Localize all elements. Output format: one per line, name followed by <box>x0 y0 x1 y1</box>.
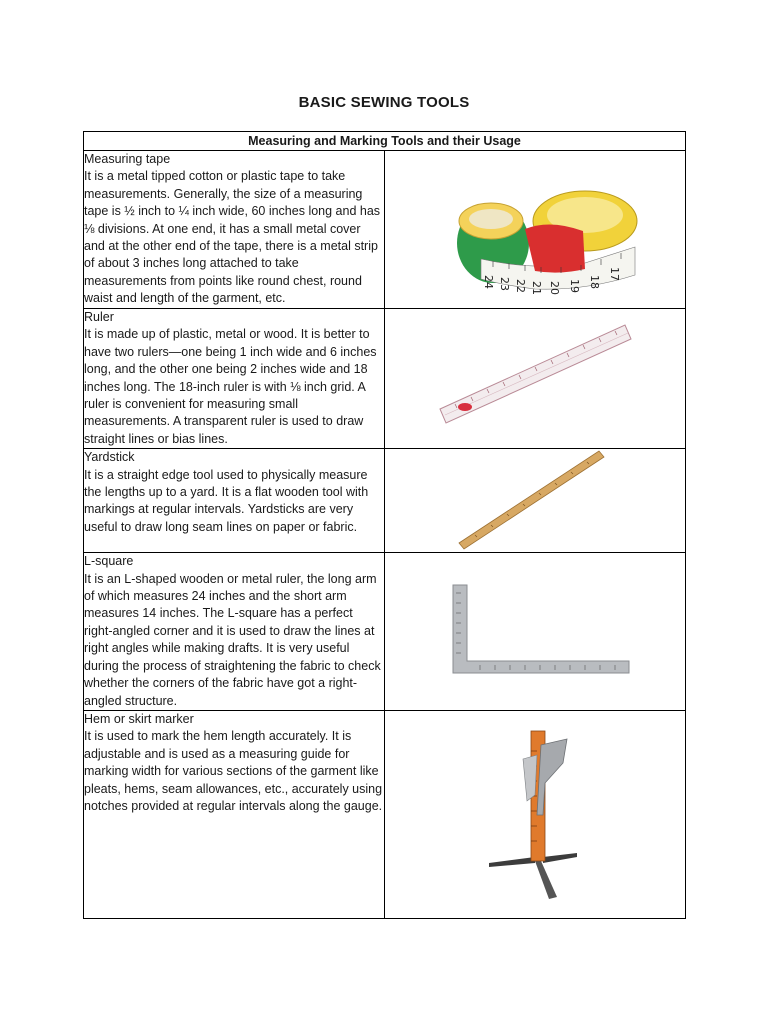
tool-description: It is an L-shaped wooden or metal ruler, the long arm of which measures 24 inches and the short arm measures 14 inches. The L-square has a perfect right-angled corner and it is used to draw the lines at right angles while making drafts. It is very useful during the process of straightening the fabric to check whether the corners of the fabric have got a right-angled structure. <box>84 571 381 708</box>
table-header: Measuring and Marking Tools and their Usage <box>84 132 686 151</box>
tool-name: Hem or skirt marker <box>84 711 194 726</box>
tool-text-cell <box>84 309 385 449</box>
table-header-row <box>84 132 686 151</box>
tool-image-cell <box>385 151 686 309</box>
tool-text-cell <box>84 553 385 711</box>
tape-number: 18 <box>588 275 601 289</box>
measuring-tape-image <box>385 151 686 309</box>
tool-description: It is made up of plastic, metal or wood. It is better to have two rulers—one being 1 inch wide and 6 inches long, and the other one being 2 inches wide and 18 inches long. The 18-inch ruler is with ⅛ inch grid. A ruler is convenient for measuring small measurements. A transparent ruler is used to draw straight lines or bias lines. <box>84 327 377 446</box>
page-title: BASIC SEWING TOOLS <box>298 94 470 111</box>
table-row <box>84 151 686 309</box>
tool-image-cell <box>385 309 686 449</box>
tape-number: 20 <box>548 281 561 295</box>
tape-number: 22 <box>514 279 527 293</box>
tape-number: 19 <box>568 279 581 293</box>
tool-text-cell <box>84 710 385 918</box>
tape-number: 21 <box>530 281 543 295</box>
tape-number: 23 <box>498 277 511 291</box>
tool-text-cell <box>84 449 385 553</box>
tool-description: It is a metal tipped cotton or plastic tape to take measurements. Generally, the size of a measuring tape is ½ inch to ¼ inch wide, 60 inches long and has ⅛ divisions. At one end, it has a small metal cover and at the other end of the tape, there is a metal strip of about 3 inches long attached to take measurements from points like round chest, round waist and length of the garment, etc. <box>84 169 381 306</box>
tool-name: Yardstick <box>84 450 135 465</box>
tool-name: Measuring tape <box>84 152 171 166</box>
hem-marker-image <box>385 711 686 919</box>
tool-text-cell <box>84 151 385 309</box>
tool-description: It is used to mark the hem length accurately. It is adjustable and is used as a measuring guide for marking width for various sections of the garment like pleats, hems, seam allowances, etc., accurately using notches provided at regular intervals along the gauge. <box>84 729 383 813</box>
ruler-image <box>385 309 686 448</box>
table-row <box>84 309 686 449</box>
l-square-image <box>385 553 686 710</box>
tool-name: Ruler <box>84 310 114 324</box>
tools-table <box>83 131 686 919</box>
tool-description: It is a straight edge tool used to physically measure the lengths up to a yard. It is a flat wooden tool with markings at regular intervals. Yardsticks are very useful to draw long seam lines on paper or fabric. <box>84 467 369 534</box>
tool-image-cell <box>385 553 686 711</box>
tape-number: 17 <box>608 267 621 281</box>
tool-name: L-square <box>84 554 134 569</box>
yardstick-image <box>385 449 686 553</box>
tool-image-cell <box>385 710 686 918</box>
table-row <box>84 449 686 553</box>
table-row <box>84 710 686 918</box>
tool-image-cell <box>385 449 686 553</box>
table-row <box>84 553 686 711</box>
tape-number: 24 <box>482 275 495 289</box>
